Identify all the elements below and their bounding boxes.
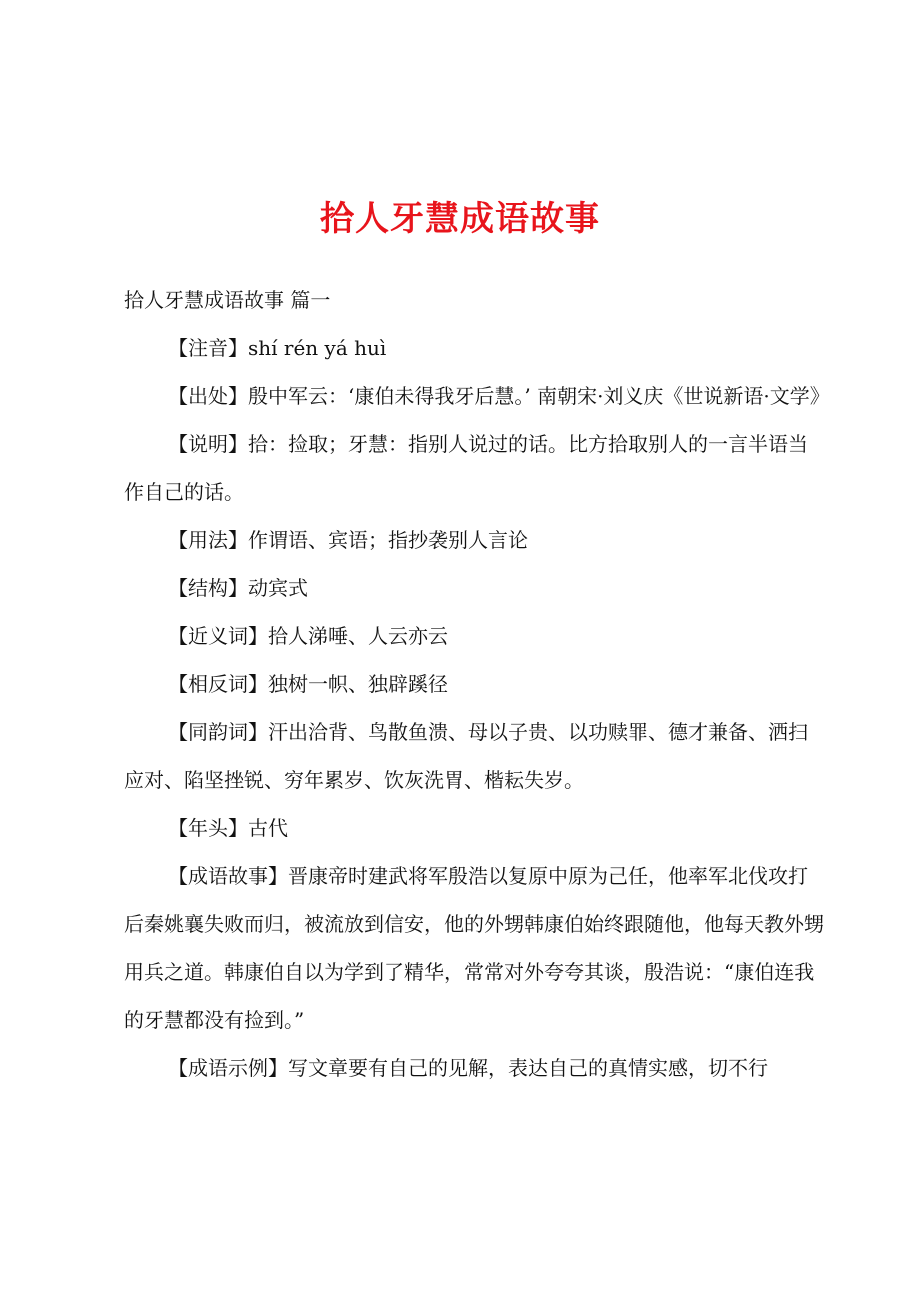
paragraph-pronunciation: 【注音】shí rén yá huì — [168, 336, 387, 360]
paragraph-rhymes: 【同韵词】汗出洽背、鸟散鱼溃、母以子贵、以功赎罪、德才兼备、洒扫应对、陷坚挫锐、穷年累岁、饮灰洗胃、楷耘失岁。 — [124, 720, 808, 792]
paragraph-antonyms: 【相反词】独树一帜、独辟蹊径 — [168, 672, 448, 696]
document-body — [124, 276, 830, 1092]
page-title: 拾人牙慧成语故事 — [320, 199, 600, 239]
paragraph-usage: 【用法】作谓语、宾语；指抄袭别人言论 — [168, 528, 528, 552]
paragraph-synonyms: 【近义词】拾人涕唾、人云亦云 — [168, 624, 448, 648]
paragraph-era: 【年头】古代 — [168, 816, 288, 840]
paragraph-source: 【出处】殷中军云：‘康伯未得我牙后慧。’ 南朝宋·刘义庆《世说新语·文学》 — [168, 384, 830, 408]
section-heading: 拾人牙慧成语故事 篇一 — [124, 288, 331, 312]
paragraph-explanation: 【说明】拾：捡取；牙慧：指别人说过的话。比方拾取别人的一言半语当作自己的话。 — [124, 432, 808, 504]
paragraph-example: 【成语示例】写文章要有自己的见解，表达自己的真情实感，切不行 — [168, 1056, 768, 1080]
paragraph-structure: 【结构】动宾式 — [168, 576, 308, 600]
paragraph-story: 【成语故事】晋康帝时建武将军殷浩以复原中原为己任，他率军北伐攻打后秦姚襄失败而归，被流放到信安，他的外甥韩康伯始终跟随他，他每天教外甥用兵之道。韩康伯自以为学到了精华，常常对外夸夸其谈，殷浩说：“康伯连我的牙慧都没有捡到。” — [124, 864, 824, 1032]
